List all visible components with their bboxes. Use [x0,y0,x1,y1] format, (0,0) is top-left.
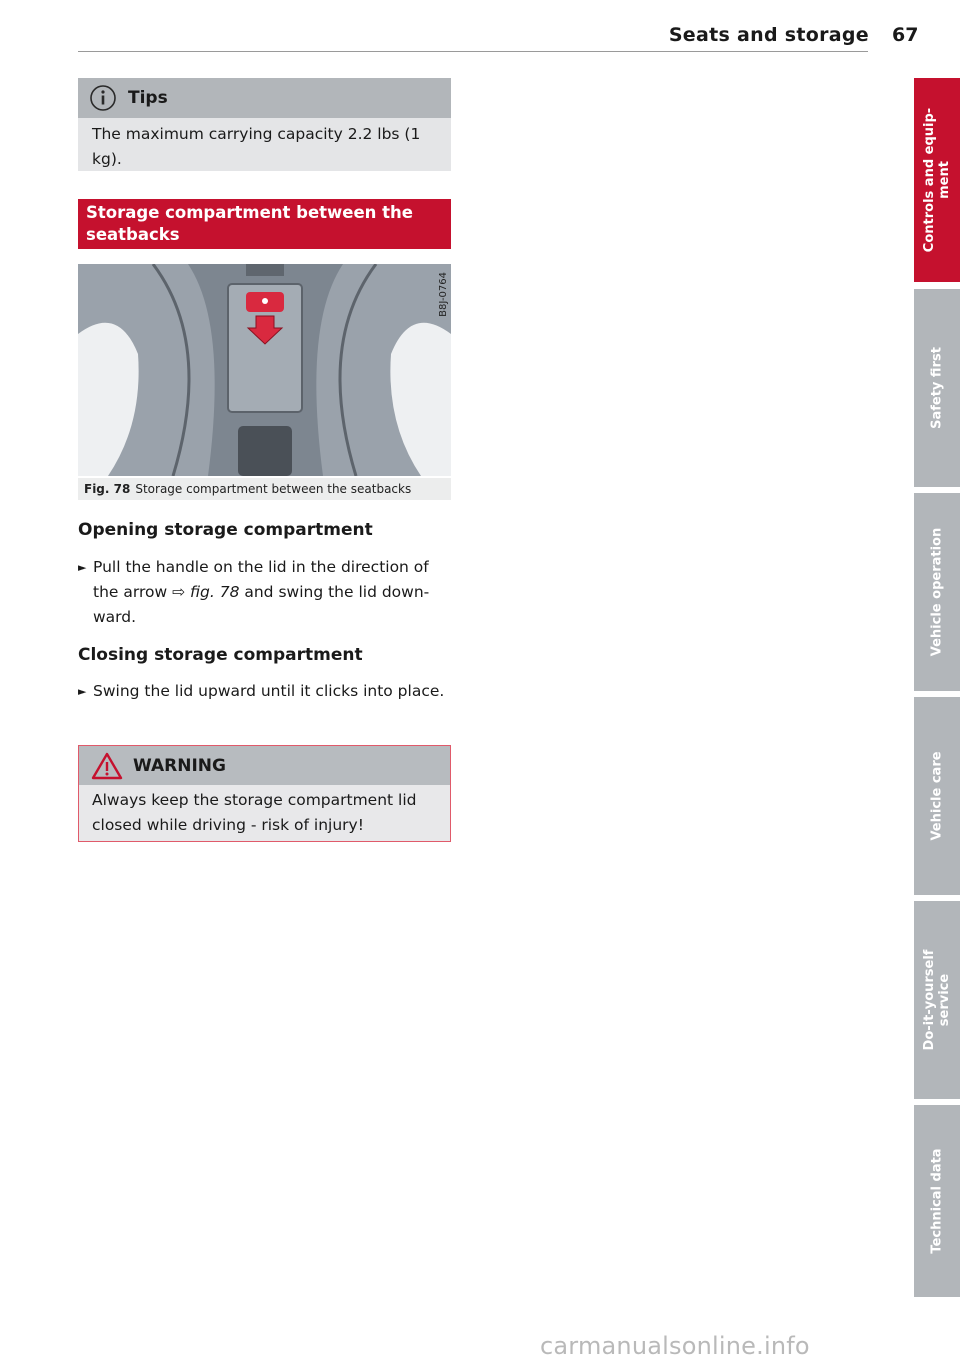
tips-title: Tips [128,88,168,108]
closing-heading: Closing storage compartment [78,645,363,665]
opening-heading: Opening storage compartment [78,520,373,540]
opening-text-before: Pull the handle on the lid in the direction of the arrow ⇨ [93,558,429,601]
opening-text-after: and swing the lid down-ward. [93,583,430,626]
tab-safety-first[interactable] [914,289,960,487]
info-icon [88,83,118,113]
tips-header [78,78,451,118]
figure-code: B8J-0764 [438,272,449,317]
warning-title: WARNING [133,755,226,776]
figure-number: Fig. 78 [84,482,131,496]
tab-vehicle-operation[interactable] [914,493,960,691]
tab-label: Controls and equip- ment [922,107,952,253]
tab-label: Safety first [929,347,945,429]
closing-text: Swing the lid upward until it clicks into place. [93,682,445,700]
tab-vehicle-care[interactable] [914,697,960,895]
tab-label: Technical data [929,1148,945,1254]
header-divider [78,51,868,52]
section-heading: Storage compartment between the seatbacks [78,199,451,249]
figure-caption [78,478,451,500]
tab-label: Vehicle care [929,751,945,841]
warning-body: Always keep the storage compartment lid closed while driving - risk of injury! [92,791,417,834]
warning-box [78,745,451,842]
tab-controls-and-equipment[interactable] [914,78,960,282]
tab-do-it-yourself-service[interactable] [914,901,960,1099]
closing-step [78,679,450,704]
running-header-title: Seats and storage [668,24,869,46]
seat-illustration [78,264,451,476]
warning-header [79,746,450,785]
watermark: carmanualsonline.info [540,1332,810,1360]
figure-caption-text: Storage compartment between the seatbacks [135,482,412,496]
page-number: 67 [892,24,919,46]
tab-label: Do-it-yourself service [922,949,952,1051]
bullet-marker: ► [78,685,87,698]
opening-step [78,555,450,630]
bullet-marker: ► [78,561,87,574]
figure-reference-link[interactable]: fig. 78 [190,583,240,601]
tab-label: Vehicle operation [929,527,945,657]
tab-technical-data[interactable] [914,1105,960,1297]
warning-triangle-icon [91,752,123,780]
tips-box [78,78,451,171]
figure-storage-compartment [78,264,451,476]
tips-body: The maximum carrying capacity 2.2 lbs (1 kg). [92,125,421,168]
